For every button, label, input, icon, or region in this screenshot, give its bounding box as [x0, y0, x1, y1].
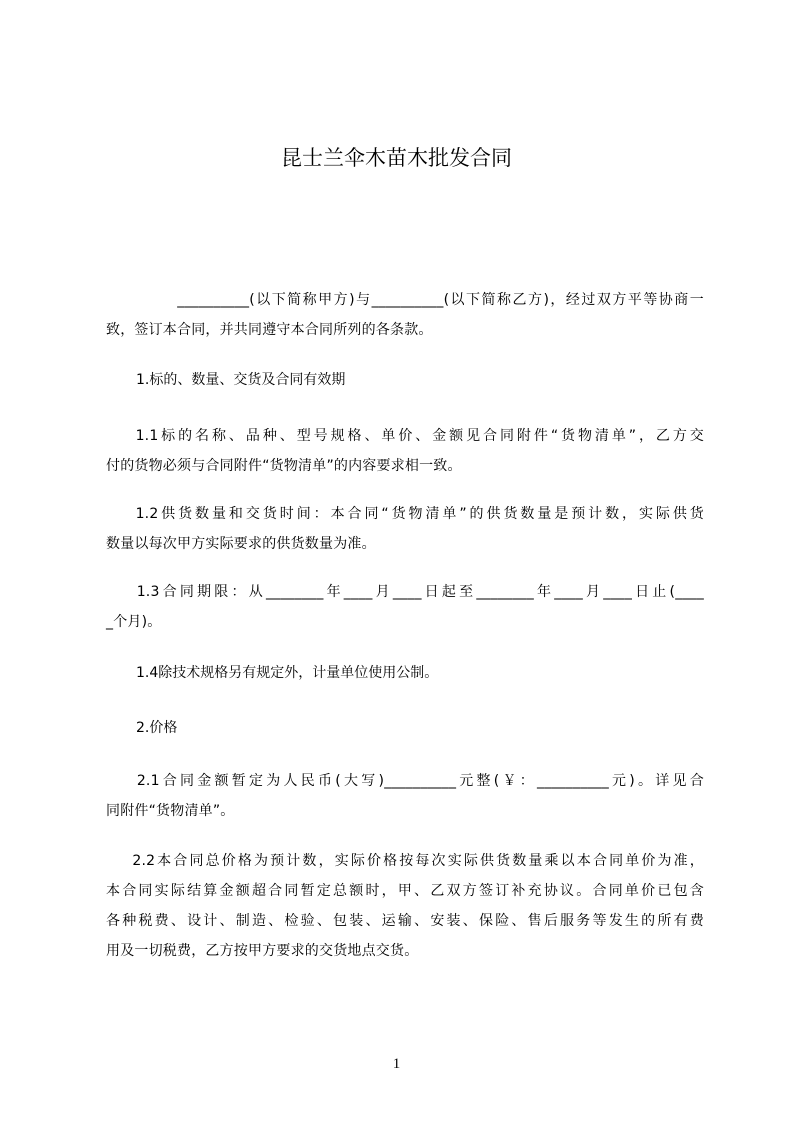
clause-2-2-line-4: 用及一切税费，乙方按甲方要求的交货地点交货。 [106, 943, 419, 959]
clause-1-3 [106, 577, 704, 637]
clause-2-1 [106, 766, 704, 826]
clause-1-1-line-2: 付的货物必须与合同附件“货物清单”的内容要求相一致。 [106, 458, 462, 474]
clause-1-2-line-1: 1.2供货数量和交货时间：本合同“货物清单”的供货数量是预计数，实际供货 [106, 506, 704, 522]
clause-1-3-line-2: _个月)。 [106, 614, 162, 630]
clause-1-2-line-2: 数量以每次甲方实际要求的供货数量为准。 [106, 536, 376, 552]
clause-1-1 [106, 421, 704, 481]
clause-2-2-line-2: 本合同实际结算金额超合同暂定总额时，甲、乙双方签订补充协议。合同单价已包含 [106, 883, 704, 899]
clause-1-3-line-1: 1.3合同期限：从________年____月____日起至________年____月____日止(____ [106, 584, 704, 600]
clause-2-1-line-1: 2.1合同金额暂定为人民币(大写)__________元整(￥：__________元)。详见合 [106, 773, 704, 789]
clause-1-4: 1.4除技术规格另有规定外，计量单位使用公制。 [136, 665, 439, 681]
intro-paragraph [106, 285, 704, 345]
clause-2-2-line-1: 2.2本合同总价格为预计数，实际价格按每次实际供货数量乘以本合同单价为准， [106, 853, 704, 869]
clause-2-2 [106, 846, 704, 966]
document-title: 昆士兰伞木苗木批发合同 [281, 146, 512, 170]
clause-2-2-line-3: 各种税费、设计、制造、检验、包装、运输、安装、保险、售后服务等发生的所有费 [106, 913, 704, 929]
page-number: 1 [392, 1056, 401, 1072]
section-2-heading: 2.价格 [136, 720, 178, 736]
intro-line-1: __________(以下简称甲方)与__________(以下简称乙方)，经过双方平等协商一 [106, 292, 704, 308]
clause-1-2 [106, 499, 704, 559]
section-1-heading: 1.标的、数量、交货及合同有效期 [136, 372, 346, 388]
intro-line-2: 致，签订本合同，并共同遵守本合同所列的各条款。 [106, 322, 433, 338]
clause-2-1-line-2: 同附件“货物清单”。 [106, 803, 235, 819]
clause-1-1-line-1: 1.1标的名称、品种、型号规格、单价、金额见合同附件“货物清单”，乙方交 [106, 428, 704, 444]
